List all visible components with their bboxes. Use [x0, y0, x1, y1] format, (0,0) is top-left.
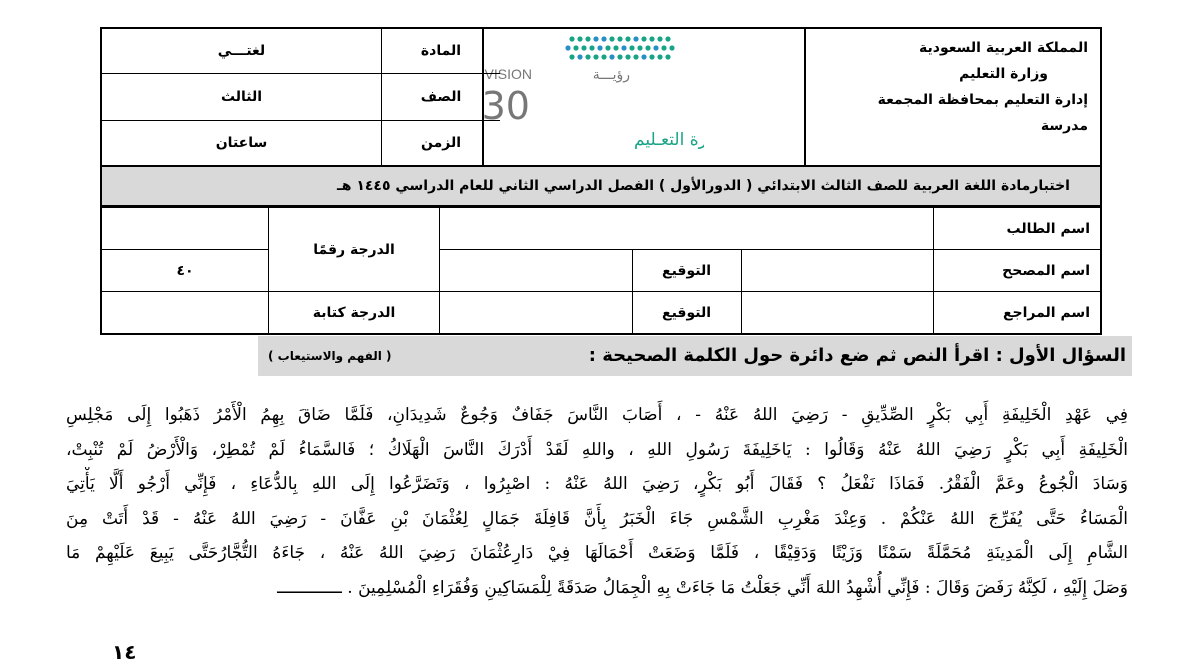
vision-year: 30 — [484, 84, 530, 128]
subject-info-table — [102, 29, 500, 165]
passage-line: فِي عَهْدِ الْخَلِيفَةِ أَبِي بَكْرٍ الصِّدِّيقِ - رَضِيَ اللهُ عَنْهُ - ، أَصَابَ النَّاسَ جَفَافٌ وَجُوعٌ شَدِيدَانِ، فَلَمَّا ضَاقَ بِهِمُ الْأَمْرُ ذَهَبُوا إِلَى مَجْلِسِ — [66, 405, 1128, 425]
reviewer-signature-field[interactable] — [440, 292, 633, 335]
time-value: ساعتان — [102, 120, 382, 165]
page-number: ١٤ — [112, 640, 137, 664]
corrector-signature-label: التوقيع — [632, 250, 741, 292]
vision-2030-logo — [482, 29, 704, 165]
student-name-field[interactable] — [440, 208, 934, 250]
passage-line: الشَّامِ إِلَى الْمَدِينَةِ مُحَمَّلَةً سَمْنًا وَزَيْتًا وَدَقِيْقًا ، فَلَمَّا وَضَعَتْ أَحْمَالَهَا فِيْ دَارِعُثْمَانَ رَضِيَ اللهُ عَنْهُ ، جَاءَهُ التُّجَّارُحَتَّى يَبِيعَ عَلَيْهِمْ مَا — [66, 543, 1128, 563]
passage-line: الْخَلِيفَةِ أَبِي بَكْرٍ رَضِيَ اللهُ عَنْهُ وَقَالُوا : يَاخَلِيفَةَ رَسُولِ اللهِ ، واللهِ لَقَدْ أَدْرَكَ النَّاسَ الْهَلَاكُ ؛ فَالسَّمَاءُ لَمْ تُمْطِرْ، وَالْأَرْضُ لَمْ تُنْبِتْ، — [66, 439, 1128, 460]
corrector-name-label: اسم المصحح — [934, 250, 1102, 292]
question-title: السؤال الأول : اقرأ النص ثم ضع دائرة حول الكلمة الصحيحة : — [588, 345, 1126, 366]
time-label: الزمن — [382, 120, 501, 165]
exam-header — [100, 27, 1102, 167]
vision-ar-text: رؤيـــة — [592, 67, 630, 83]
question-banner — [258, 336, 1132, 376]
grade-value: الثالث — [102, 74, 382, 120]
corrector-signature-field[interactable] — [440, 250, 633, 292]
logo-dots-icon — [565, 36, 674, 59]
passage-line: وَسَادَ الْجُوعُ وعَمَّ الْفَقْرُ. فَمَاذَا نَفْعَلُ ؟ فَقَالَ أَبُو بَكْرٍ، رَضِيَ اللهُ عَنْهُ : اصْبِرُوا ، وَتَضَرَّعُوا إِلَى اللهِ بِالدُّعَاءِ ، فَإِنِّي أَرْجُو أَلَّا يَأْتِيَ — [66, 474, 1128, 494]
grade-numeric-field[interactable] — [101, 208, 269, 250]
reading-passage — [66, 398, 1128, 605]
ministry-block — [804, 29, 1100, 165]
school-name: مدرسة — [1040, 118, 1088, 134]
department-name: إدارة التعليم بمحافظة المجمعة — [877, 92, 1088, 108]
student-info-grid — [100, 207, 1102, 335]
subject-label: المادة — [382, 29, 501, 74]
vision-en-text: VISION — [484, 66, 532, 82]
ministry-name: وزارة التعليم — [959, 66, 1048, 82]
corrector-name-field[interactable] — [741, 250, 934, 292]
grade-numeric-label: الدرجة رقمًا — [269, 208, 440, 292]
ministry-logo-name: رة التعـليم — [634, 130, 704, 150]
grade-total-value: ٤٠ — [101, 250, 269, 292]
passage-line: الْمَسَاءُ حَتَّى يُفَرِّجَ اللهُ عَنْكُمْ . وَعِنْدَ مَغْرِبِ الشَّمْسِ جَاءَ الْخَبَرُ بِأَنَّ قَافِلَةَ جَمَالٍ لِعُثْمَانَ بْنِ عَفَّانَ - رَضِيَ اللهُ عَنْهُ - قَدْ أَتَتْ مِنَ — [66, 508, 1128, 529]
kingdom-name: المملكة العربية السعودية — [919, 40, 1088, 56]
exam-title: اختبارمادة اللغة العربية للصف الثالث الابتدائي ( الدورالأول ) الفصل الدراسي الثاني للعام الدراسي ١٤٤٥ هـ — [100, 167, 1102, 207]
vision-logo-graphic — [484, 29, 704, 167]
reviewer-signature-label: التوقيع — [632, 292, 741, 335]
reviewer-name-label: اسم المراجع — [934, 292, 1102, 335]
grade-label: الصف — [382, 74, 501, 120]
grade-written-field[interactable] — [101, 292, 269, 335]
grade-written-label: الدرجة كتابة — [269, 292, 440, 335]
passage-line: وَصَلَ إِلَيْهِ ، لَكِنَّهُ رَفَضَ وَقَالَ : فَإِنِّي أُشْهِدُ اللهَ أَنِّي جَعَلْتُ مَا جَاءَتْ بِهِ الْجِمَالُ صَدَقَةً لِلْمَسَاكِينِ وَفُقَرَاءِ الْمُسْلِمِينَ . ـــــــــــــ — [277, 577, 1128, 598]
subject-value: لغتـــي — [102, 29, 382, 74]
reviewer-name-field[interactable] — [741, 292, 934, 335]
student-name-label: اسم الطالب — [934, 208, 1102, 250]
question-skill-tag: ( الفهم والاستيعاب ) — [268, 349, 392, 363]
